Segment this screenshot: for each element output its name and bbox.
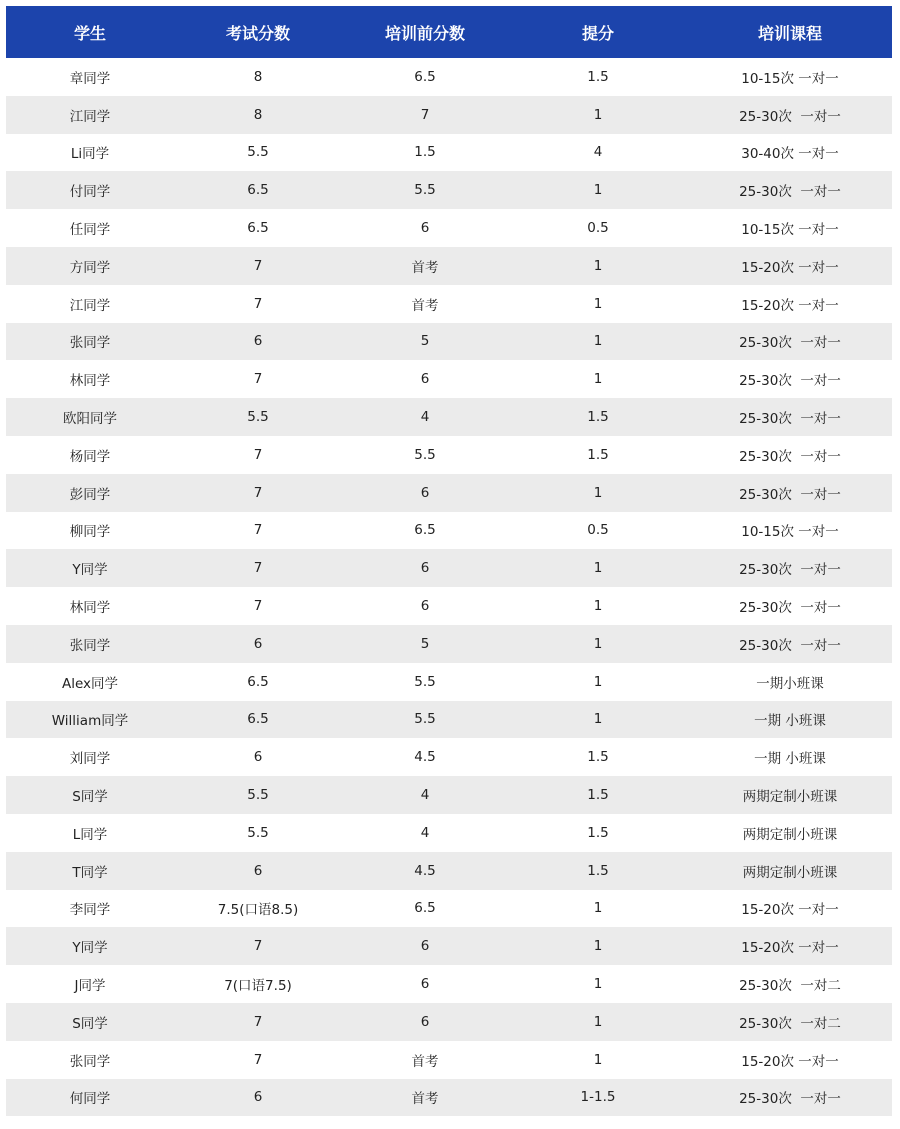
cell-exam-score: 6 [253, 862, 263, 879]
cell-improvement: 1 [593, 673, 603, 690]
cell-pre-training-score: 1.5 [414, 144, 436, 161]
cell-course: 10-15次 一对一 [741, 222, 839, 239]
table-row [6, 171, 892, 209]
cell-student: S同学 [72, 1015, 108, 1032]
table-row [6, 360, 892, 398]
table-row [6, 738, 892, 776]
cell-pre-training-score: 首考 [411, 259, 439, 276]
cell-exam-score: 8 [253, 68, 263, 85]
cell-student: 欧阳同学 [63, 411, 117, 428]
cell-improvement: 0.5 [587, 220, 609, 237]
table-row [6, 663, 892, 701]
cell-student: Alex同学 [61, 675, 119, 692]
cell-improvement: 1 [593, 711, 603, 728]
table-row [6, 814, 892, 852]
cell-pre-training-score: 5.5 [414, 711, 436, 728]
cell-course: 25-30次 一对一 [739, 335, 841, 352]
cell-student: Y同学 [72, 940, 108, 957]
cell-improvement: 0.5 [587, 522, 609, 539]
cell-student: S同学 [72, 789, 108, 806]
cell-course: 25-30次 一对二 [739, 978, 841, 995]
cell-student: 何同学 [69, 1091, 111, 1108]
cell-exam-score: 7 [253, 257, 263, 274]
cell-exam-score: 6 [253, 635, 263, 652]
cell-exam-score: 5.5 [247, 409, 269, 426]
cell-improvement: 1.5 [587, 446, 609, 463]
cell-pre-training-score: 6 [420, 220, 430, 237]
cell-course: 两期定制小班课 [742, 826, 838, 843]
cell-student: Li同学 [70, 146, 110, 163]
cell-pre-training-score: 6.5 [414, 68, 436, 85]
cell-pre-training-score: 4.5 [414, 749, 436, 766]
cell-pre-training-score: 6.5 [414, 900, 436, 917]
cell-improvement: 1 [593, 938, 603, 955]
cell-course: 25-30次 一对一 [739, 373, 841, 390]
cell-course: 25-30次 一对一 [739, 562, 841, 579]
header-improvement: 提分 [581, 23, 614, 43]
cell-course: 30-40次 一对一 [741, 146, 839, 163]
cell-pre-training-score: 5.5 [414, 673, 436, 690]
table-row [6, 965, 892, 1003]
cell-exam-score: 6.5 [247, 220, 269, 237]
cell-exam-score: 6 [253, 1089, 263, 1106]
cell-course: 25-30次 一对二 [739, 1015, 841, 1032]
header-student: 学生 [73, 23, 106, 43]
cell-course: 15-20次 一对一 [741, 297, 839, 314]
cell-course: 15-20次 一对一 [741, 1053, 839, 1070]
cell-exam-score: 7 [253, 560, 263, 577]
cell-student: 江同学 [69, 297, 111, 314]
cell-student: 张同学 [69, 637, 111, 654]
cell-exam-score: 7 [253, 938, 263, 955]
cell-student: 章同学 [69, 70, 111, 87]
table-row [6, 247, 892, 285]
cell-pre-training-score: 首考 [411, 1053, 439, 1070]
cell-course: 15-20次 一对一 [741, 259, 839, 276]
cell-improvement: 1 [593, 1051, 603, 1068]
cell-improvement: 1 [593, 295, 603, 312]
cell-course: 两期定制小班课 [742, 864, 838, 881]
cell-pre-training-score: 5.5 [414, 446, 436, 463]
cell-exam-score: 6.5 [247, 673, 269, 690]
cell-student: 柳同学 [69, 524, 111, 541]
table-row [6, 587, 892, 625]
header-exam-score: 考试分数 [225, 23, 290, 43]
header-row [6, 6, 892, 58]
cell-course: 25-30次 一对一 [739, 637, 841, 654]
cell-exam-score: 7 [253, 371, 263, 388]
cell-exam-score: 6.5 [247, 182, 269, 199]
cell-student: 任同学 [69, 222, 111, 239]
table-row [6, 776, 892, 814]
cell-course: 一期 小班课 [754, 713, 826, 730]
table-row [6, 852, 892, 890]
cell-exam-score: 6 [253, 749, 263, 766]
cell-improvement: 1.5 [587, 787, 609, 804]
table-row [6, 701, 892, 739]
table-row [6, 1041, 892, 1079]
cell-pre-training-score: 6 [420, 938, 430, 955]
cell-course: 25-30次 一对一 [739, 486, 841, 503]
table-row [6, 512, 892, 550]
cell-student: 方同学 [69, 259, 111, 276]
cell-exam-score: 5.5 [247, 824, 269, 841]
cell-student: 张同学 [69, 1053, 111, 1070]
cell-student: T同学 [72, 864, 108, 881]
header-pre-training-score: 培训前分数 [384, 23, 465, 43]
table-row [6, 134, 892, 172]
table-row [6, 58, 892, 96]
cell-pre-training-score: 5 [420, 635, 430, 652]
table-row [6, 474, 892, 512]
cell-exam-score: 7 [253, 522, 263, 539]
cell-exam-score: 7 [253, 1013, 263, 1030]
cell-improvement: 1 [593, 106, 603, 123]
table-row [6, 323, 892, 361]
cell-course: 25-30次 一对一 [739, 600, 841, 617]
cell-exam-score: 7 [253, 1051, 263, 1068]
cell-exam-score: 7 [253, 484, 263, 501]
cell-improvement: 1 [593, 257, 603, 274]
cell-improvement: 1 [593, 900, 603, 917]
cell-course: 两期定制小班课 [742, 789, 838, 806]
cell-pre-training-score: 5 [420, 333, 430, 350]
cell-improvement: 1 [593, 182, 603, 199]
table-row [6, 398, 892, 436]
cell-pre-training-score: 4 [420, 824, 430, 841]
table-row [6, 285, 892, 323]
cell-exam-score: 7 [253, 295, 263, 312]
cell-course: 15-20次 一对一 [741, 940, 839, 957]
cell-improvement: 1 [593, 1013, 603, 1030]
cell-course: 10-15次 一对一 [741, 524, 839, 541]
cell-course: 25-30次 一对一 [739, 108, 841, 125]
cell-pre-training-score: 6 [420, 371, 430, 388]
cell-student: 李同学 [69, 902, 111, 919]
cell-student: 林同学 [69, 600, 111, 617]
cell-student: L同学 [72, 826, 108, 843]
cell-exam-score: 6 [253, 333, 263, 350]
cell-improvement: 1 [593, 371, 603, 388]
header-course: 培训课程 [757, 23, 822, 43]
table-row [6, 1079, 892, 1117]
table-row [6, 927, 892, 965]
cell-improvement: 1 [593, 333, 603, 350]
cell-pre-training-score: 4 [420, 787, 430, 804]
cell-student: 彭同学 [69, 486, 111, 503]
cell-pre-training-score: 首考 [411, 1091, 439, 1108]
cell-pre-training-score: 6 [420, 484, 430, 501]
cell-course: 25-30次 一对一 [739, 184, 841, 201]
cell-pre-training-score: 6 [420, 976, 430, 993]
cell-student: 江同学 [69, 108, 111, 125]
table-row [6, 625, 892, 663]
cell-course: 一期 小班课 [754, 751, 826, 768]
table-row [6, 890, 892, 928]
table-body [6, 58, 892, 1116]
table-header [6, 6, 892, 58]
table-row [6, 549, 892, 587]
cell-pre-training-score: 7 [420, 106, 430, 123]
cell-student: Y同学 [72, 562, 108, 579]
cell-exam-score: 5.5 [247, 144, 269, 161]
cell-exam-score: 7 [253, 446, 263, 463]
cell-improvement: 1 [593, 976, 603, 993]
cell-improvement: 1.5 [587, 824, 609, 841]
cell-student: J同学 [74, 978, 106, 995]
score-table-container [6, 6, 892, 1116]
cell-improvement: 1 [593, 635, 603, 652]
cell-improvement: 1.5 [587, 749, 609, 766]
cell-improvement: 1-1.5 [580, 1089, 616, 1106]
cell-exam-score: 5.5 [247, 787, 269, 804]
cell-pre-training-score: 6 [420, 598, 430, 615]
cell-course: 25-30次 一对一 [739, 448, 841, 465]
table-row [6, 96, 892, 134]
table-row [6, 209, 892, 247]
cell-exam-score: 7(口语7.5) [224, 978, 292, 995]
cell-student: 刘同学 [69, 751, 111, 768]
cell-improvement: 1.5 [587, 68, 609, 85]
cell-improvement: 4 [593, 144, 603, 161]
cell-pre-training-score: 6 [420, 560, 430, 577]
cell-pre-training-score: 4.5 [414, 862, 436, 879]
cell-course: 25-30次 一对一 [739, 411, 841, 428]
cell-pre-training-score: 5.5 [414, 182, 436, 199]
cell-improvement: 1.5 [587, 409, 609, 426]
cell-improvement: 1 [593, 484, 603, 501]
cell-course: 25-30次 一对一 [739, 1091, 841, 1108]
cell-pre-training-score: 首考 [411, 297, 439, 314]
cell-pre-training-score: 6 [420, 1013, 430, 1030]
cell-student: 杨同学 [69, 448, 111, 465]
cell-exam-score: 7 [253, 598, 263, 615]
cell-student: 付同学 [69, 184, 111, 201]
cell-pre-training-score: 6.5 [414, 522, 436, 539]
cell-course: 15-20次 一对一 [741, 902, 839, 919]
cell-student: 林同学 [69, 373, 111, 390]
cell-exam-score: 7.5(口语8.5) [217, 902, 299, 919]
cell-improvement: 1 [593, 598, 603, 615]
cell-student: 张同学 [69, 335, 111, 352]
cell-pre-training-score: 4 [420, 409, 430, 426]
cell-improvement: 1 [593, 560, 603, 577]
cell-exam-score: 6.5 [247, 711, 269, 728]
score-table [6, 6, 892, 1116]
cell-student: William同学 [51, 713, 129, 730]
cell-exam-score: 8 [253, 106, 263, 123]
table-row [6, 1003, 892, 1041]
table-row [6, 436, 892, 474]
cell-course: 一期小班课 [756, 675, 824, 692]
cell-course: 10-15次 一对一 [741, 70, 839, 87]
cell-improvement: 1.5 [587, 862, 609, 879]
